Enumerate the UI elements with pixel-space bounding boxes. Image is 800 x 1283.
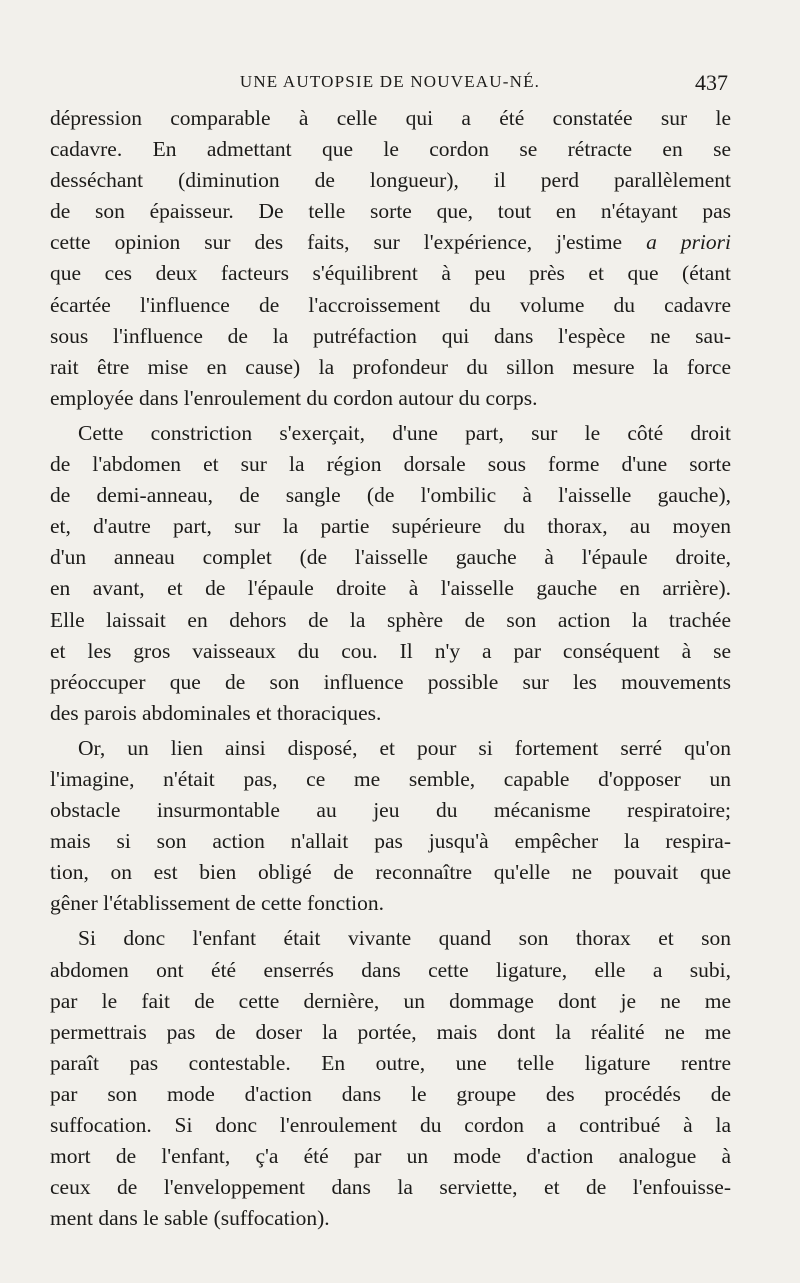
text-line: et, d'autre part, sur la partie supérieure du thorax, au moyen — [50, 514, 731, 539]
body-text — [50, 103, 731, 1234]
text-line: préoccuper que de son influence possible sur les mouvements — [50, 669, 731, 694]
paragraph — [50, 923, 731, 1234]
text-line: mais si son action n'allait pas jusqu'à empêcher la respira- — [50, 829, 731, 854]
text-line: Or, un lien ainsi disposé, et pour si fortement serré qu'on — [78, 735, 731, 760]
text-line: ceux de l'enveloppement dans la serviette, et de l'enfouisse- — [50, 1175, 731, 1200]
text-line: cette opinion sur des faits, sur l'expérience, j'estime a priori — [50, 230, 731, 255]
text-line: ment dans le sable (suffocation). — [50, 1206, 330, 1231]
text-line: suffocation. Si donc l'enroulement du cordon a contribué à la — [50, 1113, 731, 1137]
text-line: permettrais pas de doser la portée, mais dont la réalité ne me — [50, 1019, 731, 1044]
text-line: par le fait de cette dernière, un dommage dont je ne me — [50, 988, 731, 1013]
page-number: 437 — [695, 70, 728, 95]
text-line: sous l'influence de la putréfaction qui dans l'espèce ne sau- — [50, 323, 731, 348]
text-line: de l'abdomen et sur la région dorsale sous forme d'une sorte — [50, 452, 731, 477]
text-line: gêner l'établissement de cette fonction. — [50, 891, 385, 916]
running-title: UNE AUTOPSIE DE NOUVEAU-NÉ. — [239, 72, 541, 91]
text-line: de demi-anneau, de sangle (de l'ombilic à l'aisselle gauche), — [50, 483, 731, 508]
text-line: écartée l'influence de l'accroissement du volume du cadavre — [50, 292, 731, 317]
text-line: abdomen ont été enserrés dans cette ligature, elle a subi, — [50, 957, 731, 982]
running-head — [52, 70, 728, 100]
text-line: de son épaisseur. De telle sorte que, tout en n'étayant pas — [50, 199, 731, 224]
text-line: cadavre. En admettant que le cordon se rétracte en se — [50, 137, 731, 162]
paragraph — [50, 103, 731, 414]
text-line: paraît pas contestable. En outre, une telle ligature rentre — [50, 1050, 731, 1075]
text-line: l'imagine, n'était pas, ce me semble, capable d'opposer un — [50, 766, 731, 791]
paragraph — [50, 418, 731, 729]
text-line: Cette constriction s'exerçait, d'une part, sur le côté droit — [78, 420, 731, 445]
text-line: rait être mise en cause) la profondeur du sillon mesure la force — [50, 354, 731, 379]
text-line: dépression comparable à celle qui a été constatée sur le — [50, 106, 731, 130]
text-line: des parois abdominales et thoraciques. — [50, 700, 382, 725]
text-line: d'un anneau complet (de l'aisselle gauche à l'épaule droite, — [50, 545, 731, 570]
text-line: Si donc l'enfant était vivante quand son thorax et son — [78, 926, 731, 951]
text-line: et les gros vaisseaux du cou. Il n'y a par conséquent à se — [50, 638, 731, 663]
paragraph — [50, 733, 731, 920]
text-line: en avant, et de l'épaule droite à l'aisselle gauche en arrière). — [50, 576, 731, 601]
text-line: tion, on est bien obligé de reconnaître qu'elle ne pouvait que — [50, 860, 731, 885]
italic-phrase: a priori — [646, 230, 731, 255]
text-line: par son mode d'action dans le groupe des procédés de — [50, 1081, 731, 1106]
text-line: obstacle insurmontable au jeu du mécanisme respiratoire; — [50, 798, 731, 823]
text-line: que ces deux facteurs s'équilibrent à peu près et que (étant — [50, 261, 731, 286]
text-line: desséchant (diminution de longueur), il perd parallèlement — [50, 168, 731, 193]
text-line: employée dans l'enroulement du cordon autour du corps. — [50, 385, 538, 410]
text-line: mort de l'enfant, ç'a été par un mode d'action analogue à — [50, 1144, 731, 1169]
text-line: Elle laissait en dehors de la sphère de son action la trachée — [50, 607, 731, 632]
